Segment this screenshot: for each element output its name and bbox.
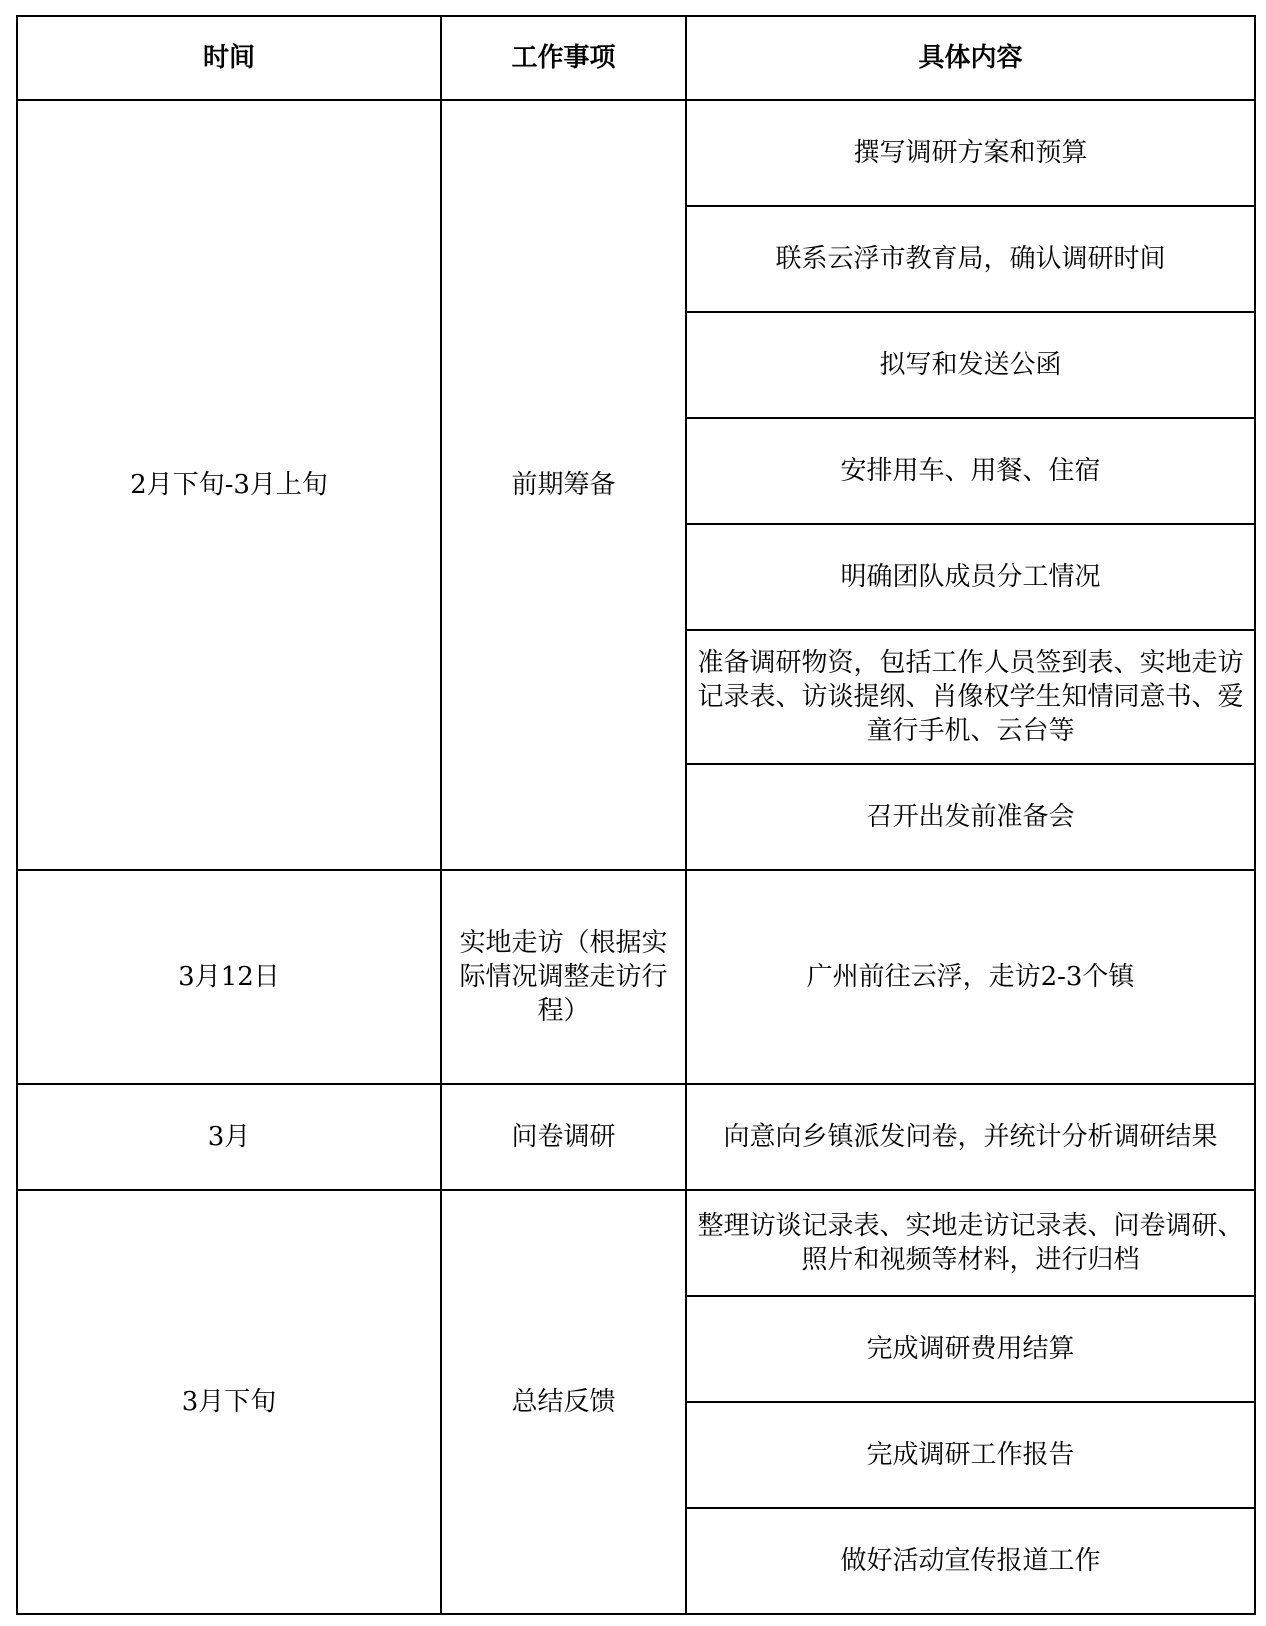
detail-cell: 做好活动宣传报道工作 (686, 1508, 1255, 1614)
table-row (17, 870, 1255, 1084)
item-cell: 问卷调研 (441, 1084, 686, 1190)
table-row (17, 1190, 1255, 1296)
table-row (17, 100, 1255, 206)
detail-cell: 整理访谈记录表、实地走访记录表、问卷调研、照片和视频等材料，进行归档 (686, 1190, 1255, 1296)
detail-cell: 广州前往云浮，走访2-3个镇 (686, 870, 1255, 1084)
header-row (17, 16, 1255, 100)
header-detail: 具体内容 (686, 16, 1255, 100)
time-cell: 3月12日 (17, 870, 441, 1084)
detail-cell: 安排用车、用餐、住宿 (686, 418, 1255, 524)
detail-cell: 撰写调研方案和预算 (686, 100, 1255, 206)
detail-cell: 拟写和发送公函 (686, 312, 1255, 418)
detail-cell: 准备调研物资，包括工作人员签到表、实地走访记录表、访谈提纲、肖像权学生知情同意书、爱童行手机、云台等 (686, 630, 1255, 764)
detail-cell: 向意向乡镇派发问卷，并统计分析调研结果 (686, 1084, 1255, 1190)
detail-cell: 召开出发前准备会 (686, 764, 1255, 870)
time-cell: 3月下旬 (17, 1190, 441, 1614)
schedule-table (16, 15, 1256, 1615)
table-row (17, 1084, 1255, 1190)
item-cell: 实地走访（根据实际情况调整走访行程） (441, 870, 686, 1084)
header-time: 时间 (17, 16, 441, 100)
time-cell: 2月下旬-3月上旬 (17, 100, 441, 870)
item-cell: 总结反馈 (441, 1190, 686, 1614)
header-item: 工作事项 (441, 16, 686, 100)
detail-cell: 完成调研工作报告 (686, 1402, 1255, 1508)
detail-cell: 联系云浮市教育局，确认调研时间 (686, 206, 1255, 312)
detail-cell: 明确团队成员分工情况 (686, 524, 1255, 630)
time-cell: 3月 (17, 1084, 441, 1190)
detail-cell: 完成调研费用结算 (686, 1296, 1255, 1402)
item-cell: 前期筹备 (441, 100, 686, 870)
